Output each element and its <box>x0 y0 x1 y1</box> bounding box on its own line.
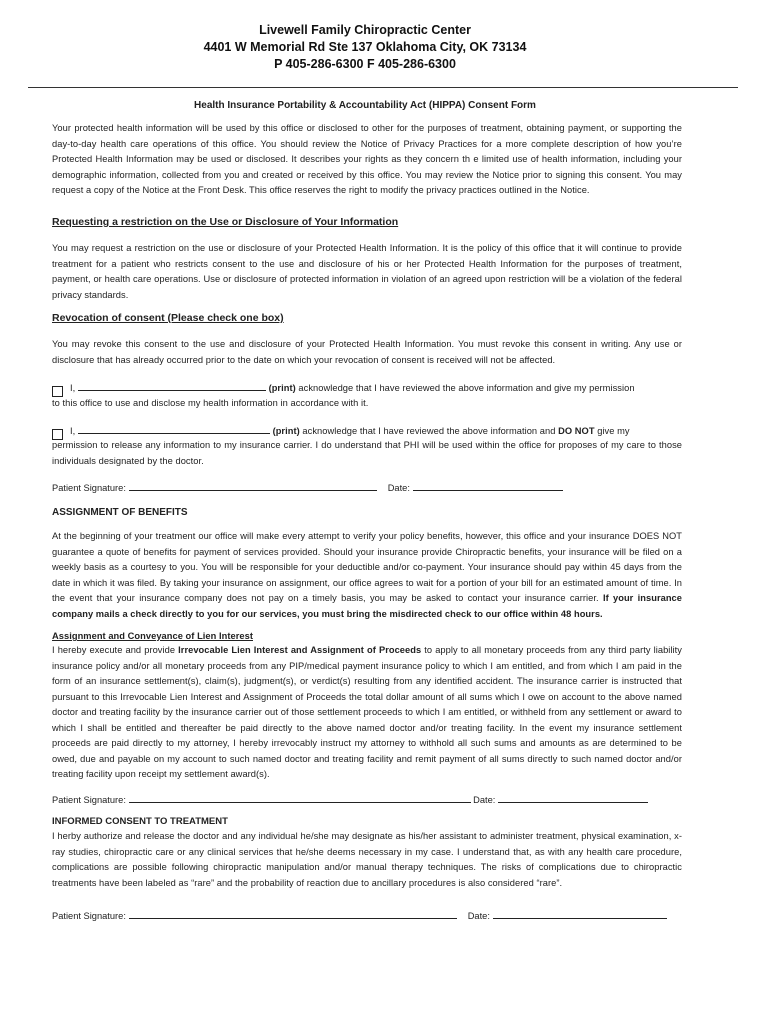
revocation-paragraph: You may revoke this consent to the use and disclosure of your Protected Health Information. You must revoke this consent in writing. Any use or disclosure that has already occurred prior to the date on which your revocation of consent is received will not be affected. <box>52 339 682 365</box>
clinic-address: 4401 W Memorial Rd Ste 137 Oklahoma City, OK 73134 <box>203 40 527 54</box>
signature-row-2: Patient Signature: Date: <box>52 793 648 805</box>
print-name-field-1[interactable] <box>78 381 266 391</box>
clinic-name: Livewell Family Chiropractic Center <box>259 23 471 37</box>
restriction-paragraph: You may request a restriction on the use or disclosure of your Protected Health Information. It is the policy of this office that it will continue to provide treatment for a patient who restricts consent to the use and disclosure of his or her Protected Health Information for the purposes of treatment, payment, or health care operations. Use or disclosure of protected information in violation of an agreed upon restriction will be a violation of the federal privacy standards. <box>52 243 682 300</box>
signature-row-1: Patient Signature: Date: <box>52 481 563 493</box>
revocation-heading: Revocation of consent (Please check one box) <box>52 312 284 324</box>
informed-consent-heading: INFORMED CONSENT TO TREATMENT <box>52 816 228 827</box>
form-title: Health Insurance Portability & Accountability Act (HIPPA) Consent Form <box>194 100 536 111</box>
date-field-2[interactable] <box>498 793 648 803</box>
signature-row-3: Patient Signature: Date: <box>52 909 667 921</box>
date-field-3[interactable] <box>493 909 667 919</box>
option1-continued: to this office to use and disclose my health information in accordance with it. <box>52 398 369 408</box>
intro-paragraph: Your protected health information will be used by this office or disclosed to other for the purposes of treatment, obtaining payment, or supporting the day-to-day health care operations of this office. You should review the Notice of Privacy Practices for a more complete description of how you’re Protected Health Information may be used or disclosed. It describes your rights as they concern th e limited use of health information, including your demographic information, collected from you and created or received by this office. You may review the Notice prior to signing this consent. You may request a copy of the Notice at the Front Desk. This office reserves the right to modify the privacy practices outlined in the Notice. <box>52 123 682 195</box>
patient-signature-field-3[interactable] <box>129 909 457 919</box>
header-divider <box>28 87 738 88</box>
benefits-paragraph: At the beginning of your treatment our office will make every attempt to verify your policy benefits, however, this office and your insurance DOES NOT guarantee a quote of benefits for payment of services provided. Should your insurance provide Chiropractic benefits, your insurance will be filed on a weekly basis as a courtesy to you. You will be responsible for your deductible and/or co-payment. Your insurance should pay within 45 days from the date in which it was filed. By taking your insurance on assignment, our office agrees to wait for a portion of your bill for an estimated amount of time. In the event that your insurance company does not pay on a timely basis, you may be asked to contact your insurance carrier. If your insurance company mails a check directly to you for our services, you must bring the misdirected check to our office within 48 hours. <box>52 531 682 619</box>
date-field-1[interactable] <box>413 481 563 491</box>
option1-line: I, (print) acknowledge that I have reviewed the above information and give my permission <box>70 383 635 393</box>
patient-signature-field-1[interactable] <box>129 481 377 491</box>
lien-paragraph: I hereby execute and provide Irrevocable Lien Interest and Assignment of Proceeds to apply to all monetary proceeds from any third party liability insurance policy and/or all monetary proceeds from any PIP/medical payment insurance policy to which I am entitled, and from which I am paid in the form of an insurance settlement(s), claim(s), judgment(s), or verdict(s) resulting from any identified accident. The insurance carrier is instructed that pursuant to this Irrevocable Lien Interest and Assignment of Proceeds the total dollar amount of all sums which I owe on account to the above named doctor and treating facility by the insurance carrier out of those settlement proceeds to which I am entitled, or withheld from any settlement or award to which I shall be entitled and thereafter be paid directly to the above named doctor and/or treating facility. In the event my insurance settlement proceeds are paid directly to my attorney, I hereby irrevocably instruct my attorney to withhold all such sums and amounts as are determined to be owed, due and payable on my account to such named doctor and treating facility and remit payment of all sums directly to such named doctor and/or treating facility upon receipt my settlement award(s). <box>52 645 682 779</box>
informed-consent-paragraph: I herby authorize and release the doctor and any individual he/she may designate as his/her assistant to administer treatment, physical examination, x-ray studies, chiropractic care or any clinical services that he/she deems necessary in my case. I understand that, as with any health care procedure, complications are possible following chiropractic manipulation and/or manual therapy techniques. The risks of complications due to chiropractic treatments have been labeled as “rare” and the probability of reaction due to ancillary procedures is also considered “rare”. <box>52 831 682 888</box>
print-name-field-2[interactable] <box>78 424 270 434</box>
benefits-heading: ASSIGNMENT OF BENEFITS <box>52 507 188 518</box>
patient-signature-field-2[interactable] <box>129 793 471 803</box>
option2-line: I, (print) acknowledge that I have reviewed the above information and DO NOT give my <box>70 426 630 436</box>
clinic-phone-fax: P 405-286-6300 F 405-286-6300 <box>274 57 456 71</box>
clinic-header <box>0 22 730 73</box>
lien-heading: Assignment and Conveyance of Lien Interest <box>52 631 253 641</box>
option2-continued: permission to release any information to my insurance carrier. I do understand that PHI will be used within the office for proposes of my care to those individuals designated by the doctor. <box>52 440 682 466</box>
restriction-heading: Requesting a restriction on the Use or Disclosure of Your Information <box>52 216 399 228</box>
